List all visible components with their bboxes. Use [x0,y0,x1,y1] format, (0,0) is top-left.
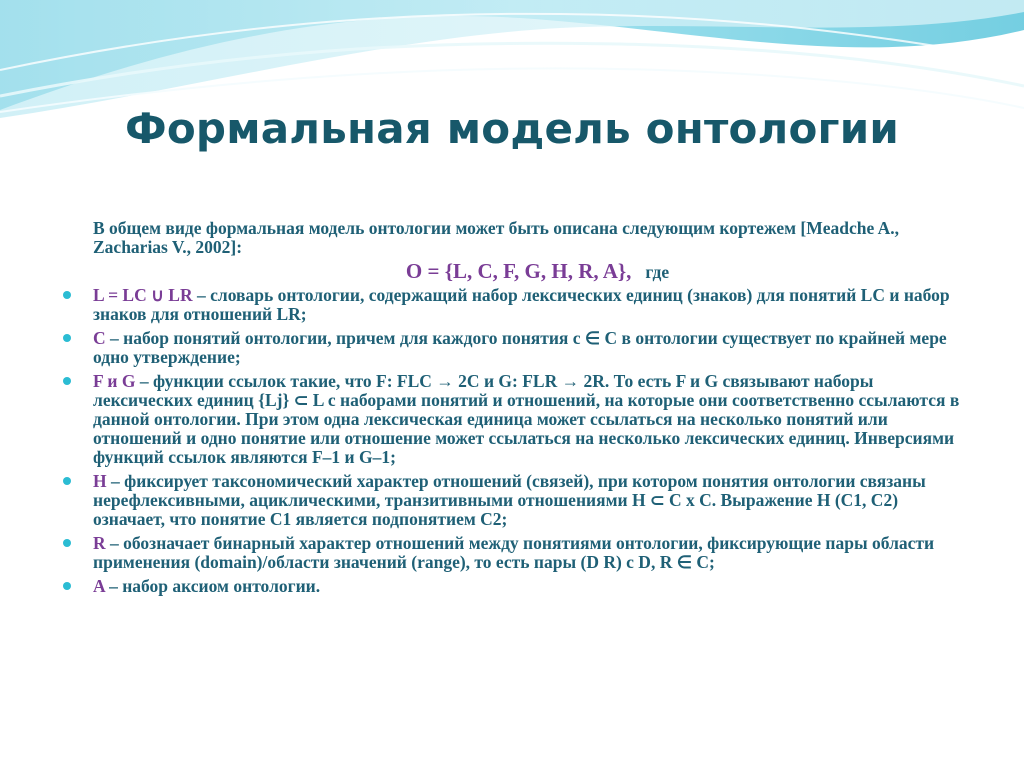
list-item [60,534,960,572]
item-term: F и G [93,371,136,391]
bullet-icon [63,291,71,299]
item-term: C [93,328,106,348]
list-item [60,286,960,324]
item-term: H [93,471,107,491]
slide-body [60,219,960,601]
item-text: – обозначает бинарный характер отношений между понятиями онтологии, фиксирующие пары области применения (domain)/области значений (range), то есть пары (D R) с D, R ∈ C; [93,533,935,572]
list-item [60,329,960,367]
formula-where-label: где [645,262,670,282]
bullet-icon [63,477,71,485]
tuple-components-list [60,286,960,596]
slide-title: Формальная модель онтологии [125,104,899,153]
item-text: – набор понятий онтологии, причем для каждого понятия c ∈ C в онтологии существует по крайней мере одно утверждение; [93,328,947,367]
formula-line [60,259,960,283]
bullet-icon [63,334,71,342]
item-term: R [93,533,106,553]
item-text: – словарь онтологии, содержащий набор лексических единиц (знаков) для понятий LC и набор знаков для отношений LR; [93,285,950,324]
intro-paragraph: В общем виде формальная модель онтологии может быть описана следующим кортежем [Meadche A., Zacharias V., 2002]: [93,218,900,257]
item-text: – функции ссылок такие, что F: FLC → 2C и G: FLR → 2R. То есть F и G связывают наборы лексических единиц {Lj} ⊂ L с наборами понятий и отношений, на которые они соответственно ссылаются в данной онтологии. При этом одна лексическая единица может ссылаться на несколько понятий или отношений и одно понятие или отношение может ссылаться на несколько лексических единиц. Инверсиями функций ссылок являются F–1 и G–1; [93,371,960,467]
item-text: – фиксирует таксономический характер отношений (связей), при котором понятия онтологии связаны нерефлексивными, ациклическими, транзитивными отношениями H ⊂ C x C. Выражение H (C1, C2) означает, что понятие C1 является подпонятием C2; [93,471,926,529]
bullet-icon [63,539,71,547]
list-item [60,472,960,529]
item-term: A [93,576,105,596]
list-item [60,372,960,467]
bullet-icon [63,377,71,385]
bullet-icon [63,582,71,590]
item-term: L = LC ∪ LR [93,285,193,305]
list-item [60,577,960,596]
ontology-tuple-formula: O = {L, C, F, G, H, R, A}, [405,259,632,283]
item-text: – набор аксиом онтологии. [104,576,321,596]
